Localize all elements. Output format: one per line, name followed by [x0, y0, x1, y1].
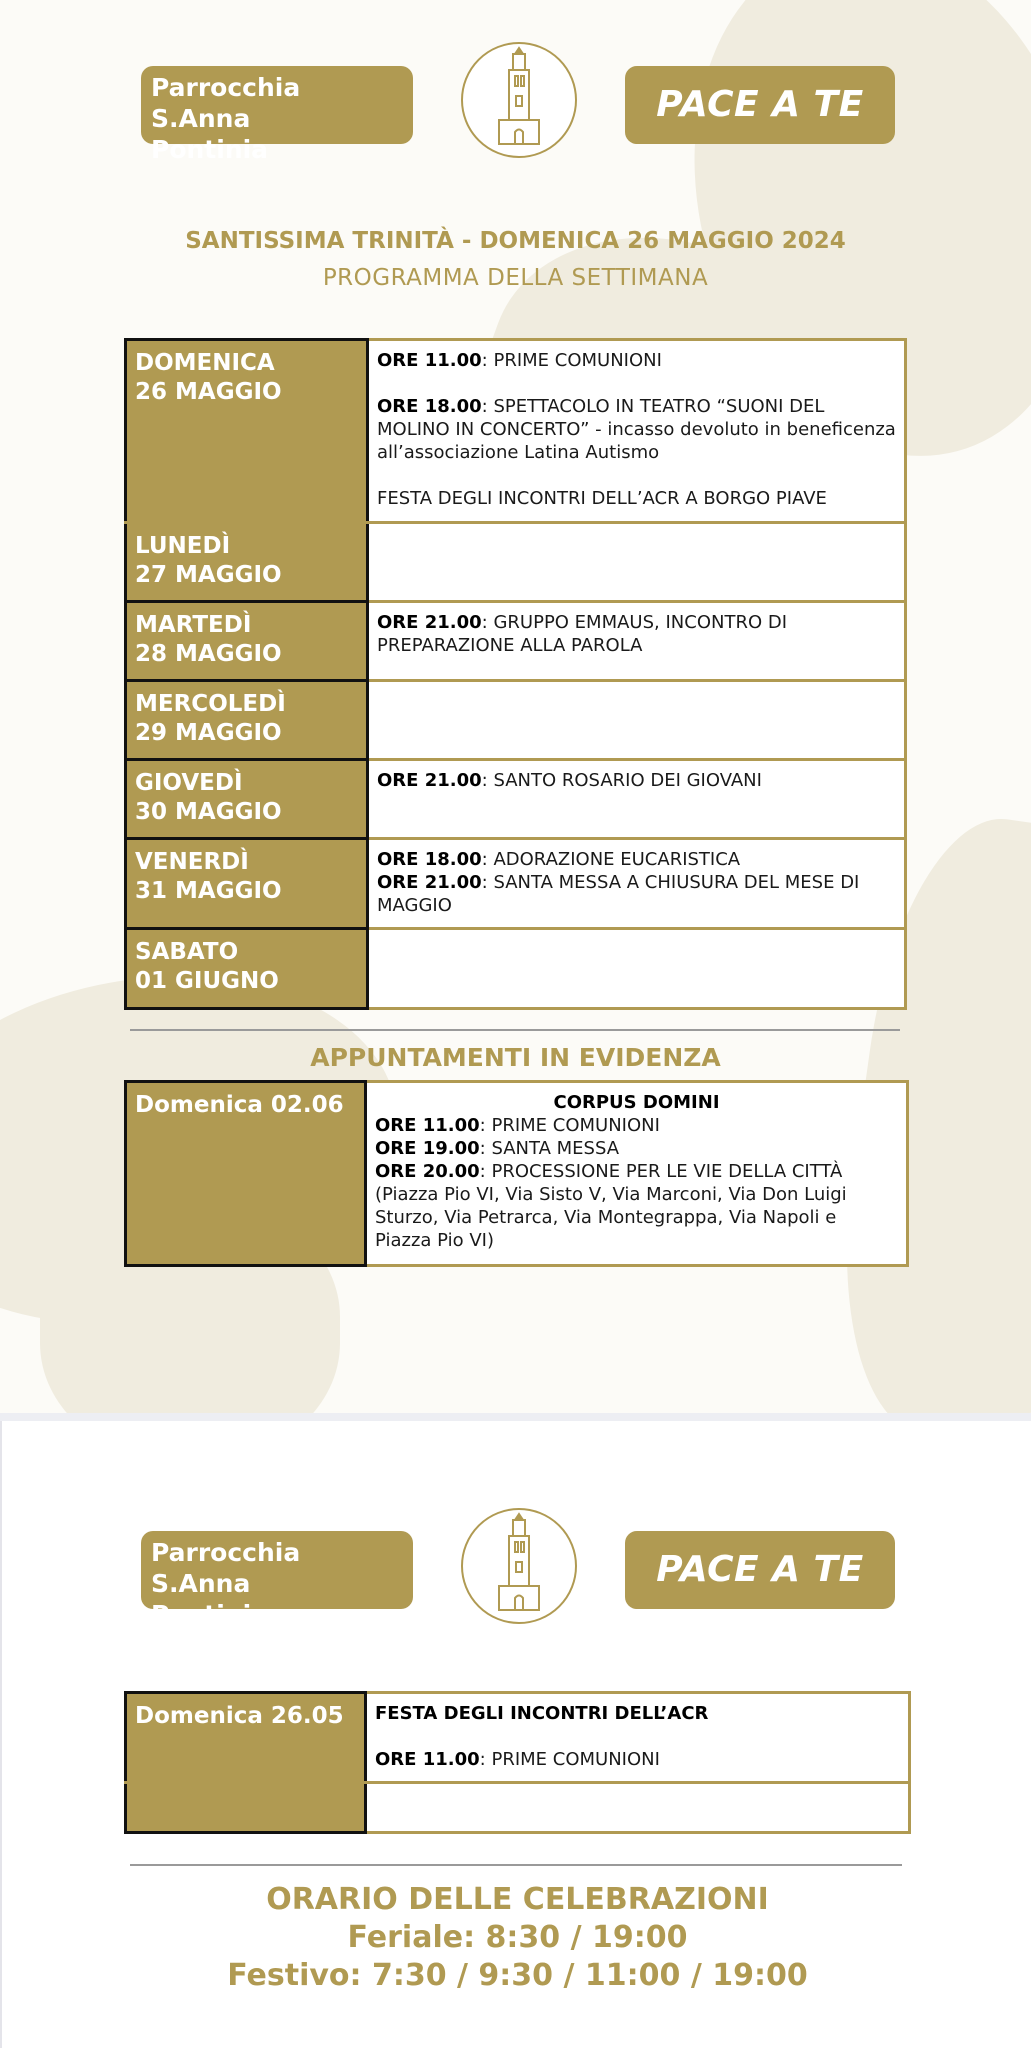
event-text: : PRIME COMUNIONI: [481, 350, 662, 371]
event-text: FESTA DEGLI INCONTRI DELL’ACR: [375, 1703, 709, 1724]
events-cell: [368, 760, 906, 839]
event-line: [377, 611, 896, 657]
event-line: [375, 1137, 898, 1160]
parish-town: Pontinia: [151, 1600, 269, 1629]
day-cell: [126, 929, 368, 1009]
events-cell: [368, 340, 906, 523]
table-row: [126, 1693, 910, 1783]
event-line: [377, 848, 896, 871]
day-cell: [126, 340, 368, 523]
event-text: : PRIME COMUNIONI: [479, 1115, 660, 1136]
day-cell: [126, 760, 368, 839]
event-time: ORE 11.00: [375, 1115, 480, 1136]
table-row: [126, 760, 906, 839]
table-row: [126, 602, 906, 681]
event-line: [377, 871, 896, 917]
event-text: : PROCESSIONE PER LE VIE DELLA CITTÀ (Piazza Pio VI, Via Sisto V, Via Marconi, Via Don Luigi Sturzo, Via Petrarca, Via Montegrappa, Via Napoli e Piazza Pio VI): [375, 1161, 847, 1251]
event-time: ORE 11.00: [375, 1749, 480, 1770]
table-row: [126, 1783, 910, 1833]
day-cell: [126, 681, 368, 760]
parish-badge: [141, 1531, 413, 1629]
events-cell: [368, 681, 906, 760]
table-row: [126, 839, 906, 929]
event-text: : SANTA MESSA A CHIUSURA DEL MESE DI MAGGIO: [377, 872, 860, 916]
page-separator: [0, 1413, 1031, 1421]
event-text: : SANTO ROSARIO DEI GIOVANI: [481, 770, 762, 791]
day-name: MARTEDÌ: [135, 612, 252, 638]
highlights-title: APPUNTAMENTI IN EVIDENZA: [310, 1043, 721, 1072]
day-cell: [126, 602, 368, 681]
holiday-times: Festivo: 7:30 / 9:30 / 11:00 / 19:00: [227, 1958, 808, 1993]
parish-name: Parrocchia S.Anna: [151, 73, 301, 133]
event-text: : GRUPPO EMMAUS, INCONTRO DI PREPARAZIONE ALLA PAROLA: [377, 612, 788, 656]
event-time: ORE 18.00: [377, 396, 482, 417]
event-time: ORE 21.00: [377, 872, 482, 893]
events-cell: [368, 839, 906, 929]
event-time: ORE 20.00: [375, 1161, 480, 1182]
weekly-schedule-table: [124, 338, 907, 1010]
parish-town: Pontinia: [151, 135, 269, 164]
day-date: 26 MAGGIO: [135, 379, 282, 405]
day-date: 29 MAGGIO: [135, 720, 282, 746]
event-text: : ADORAZIONE EUCARISTICA: [481, 849, 741, 870]
events-cell: [366, 1783, 910, 1833]
events-cell: [368, 523, 906, 602]
weekday-times: Feriale: 8:30 / 19:00: [347, 1920, 688, 1955]
page-title: SANTISSIMA TRINITÀ - DOMENICA 26 MAGGIO 2024: [185, 228, 846, 254]
day-name: LUNEDÌ: [135, 533, 231, 559]
date-cell: Domenica 26.05: [126, 1693, 366, 1783]
event-time: ORE 11.00: [377, 350, 482, 371]
event-line: [377, 769, 896, 792]
day-events-table: [124, 1691, 911, 1834]
day-cell: [126, 523, 368, 602]
day-date: 28 MAGGIO: [135, 641, 282, 667]
event-time: ORE 19.00: [375, 1138, 480, 1159]
date-cell: Domenica 02.06: [126, 1082, 366, 1266]
event-line: FESTA DEGLI INCONTRI DELL’ACR A BORGO PIAVE: [377, 488, 827, 509]
day-name: SABATO: [135, 939, 239, 965]
motto-badge: PACE A TE: [625, 66, 895, 144]
event-line: [375, 1702, 900, 1725]
day-date: 01 GIUGNO: [135, 968, 279, 994]
day-name: GIOVEDÌ: [135, 770, 243, 796]
event-line: [375, 1160, 898, 1252]
day-name: MERCOLEDÌ: [135, 691, 286, 717]
event-text: : PRIME COMUNIONI: [479, 1749, 660, 1770]
event-line: [377, 349, 896, 372]
day-date: 31 MAGGIO: [135, 878, 282, 904]
event-text: : SANTA MESSA: [479, 1138, 620, 1159]
date-cell: [126, 1783, 366, 1833]
day-name: VENERDÌ: [135, 849, 249, 875]
church-tower-icon: [461, 1508, 577, 1624]
event-time: ORE 21.00: [377, 612, 482, 633]
parish-name: Parrocchia S.Anna: [151, 1538, 301, 1598]
day-name: DOMENICA: [135, 350, 275, 376]
celebration-title: ORARIO DELLE CELEBRAZIONI: [266, 1882, 769, 1917]
event-time: ORE 21.00: [377, 770, 482, 791]
page-subtitle: PROGRAMMA DELLA SETTIMANA: [322, 265, 709, 291]
event-heading: CORPUS DOMINI: [553, 1092, 720, 1113]
event-line: [375, 1748, 900, 1771]
event-time: ORE 18.00: [377, 849, 482, 870]
divider: [130, 1029, 900, 1031]
events-cell: [366, 1082, 908, 1266]
events-cell: [368, 602, 906, 681]
highlights-table: [124, 1080, 909, 1267]
events-cell: [368, 929, 906, 1009]
event-text: : SPETTACOLO IN TEATRO “SUONI DEL MOLINO IN CONCERTO” - incasso devoluto in beneficenza all’associazione Latina Autismo: [377, 396, 896, 463]
event-line: [375, 1114, 898, 1137]
motto-badge: PACE A TE: [625, 1531, 895, 1609]
parish-badge: [141, 66, 413, 164]
church-tower-icon: [461, 42, 577, 158]
events-cell: [366, 1693, 910, 1783]
bulletin-page-2: [0, 1421, 1031, 2048]
table-row: [126, 681, 906, 760]
day-cell: [126, 839, 368, 929]
day-date: 30 MAGGIO: [135, 799, 282, 825]
table-row: [126, 340, 906, 523]
celebration-times: [2, 1881, 1031, 1995]
event-line: [377, 395, 896, 464]
day-date: 27 MAGGIO: [135, 562, 282, 588]
divider: [130, 1864, 902, 1866]
table-row: [126, 1082, 908, 1266]
table-row: [126, 929, 906, 1009]
table-row: [126, 523, 906, 602]
